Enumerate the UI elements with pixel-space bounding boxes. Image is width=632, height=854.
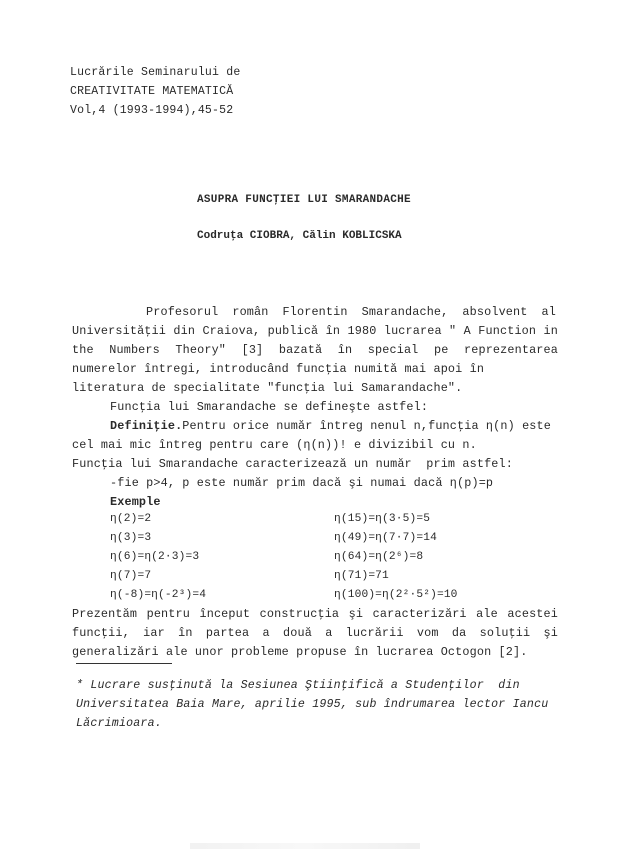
- example-right: η(49)=η(7·7)=14: [334, 532, 437, 544]
- prime-criterion: -fie p>4, p este număr prim dacă şi numai dacă η(p)=p: [110, 476, 494, 490]
- example-left: η(2)=2: [110, 513, 152, 525]
- intro-line: literatura de specialitate "funcţia lui Samarandache".: [72, 381, 463, 395]
- definition-intro: Funcţia lui Smarandache se defineşte astfel:: [110, 400, 429, 414]
- paper-authors: Codruţa CIOBRA, Călin KOBLICSKA: [197, 230, 402, 242]
- example-left: η(3)=3: [110, 532, 152, 544]
- footnote-line: Lăcrimioara.: [76, 717, 162, 730]
- definition-text: Pentru orice număr întreg nenul n,funcţia η(n) este: [182, 419, 551, 433]
- definition-line-1: [110, 419, 551, 433]
- journal-series: CREATIVITATE MATEMATICĂ: [70, 85, 234, 98]
- definition-label: Definiţie.: [110, 419, 183, 433]
- journal-volume: Vol,4 (1993-1994),45-52: [70, 104, 234, 117]
- closing-line: generalizări ale unor probleme propuse în lucrarea Octogon [2].: [72, 645, 528, 659]
- intro-line: the Numbers Theory" [3] bazată în special pe reprezentarea: [72, 343, 558, 357]
- intro-line: Profesorul român Florentin Smarandache, absolvent al: [146, 305, 556, 319]
- journal-name: Lucrările Seminarului de: [70, 66, 241, 79]
- footnote-separator: [76, 663, 172, 664]
- paper-title: ASUPRA FUNCŢIEI LUI SMARANDACHE: [197, 194, 411, 206]
- example-left: η(7)=7: [110, 570, 152, 582]
- example-right: η(64)=η(2⁶)=8: [334, 551, 424, 563]
- example-right: η(100)=η(2²·5²)=10: [334, 589, 458, 601]
- example-right: η(71)=71: [334, 570, 389, 582]
- footnote-line: Universitatea Baia Mare, aprilie 1995, sub îndrumarea lector Iancu: [76, 698, 549, 711]
- example-left: η(-8)=η(-2³)=4: [110, 589, 207, 601]
- scan-artifact: [190, 843, 420, 849]
- definition-line-2: cel mai mic întreg pentru care (η(n))! e divizibil cu n.: [72, 438, 477, 452]
- footnote-line: * Lucrare susţinută la Sesiunea Ştiinţifică a Studenţilor din: [76, 679, 520, 692]
- characterization-intro: Funcţia lui Smarandache caracterizează un număr prim astfel:: [72, 457, 513, 471]
- intro-line: numerelor întregi, introducând funcţia numită mai apoi în: [72, 362, 485, 376]
- examples-heading: Exemple: [110, 495, 161, 509]
- intro-line: Universităţii din Craiova, publică în 1980 lucrarea " A Function in: [72, 324, 558, 338]
- example-left: η(6)=η(2·3)=3: [110, 551, 200, 563]
- example-right: η(15)=η(3·5)=5: [334, 513, 431, 525]
- closing-line: Prezentăm pentru început construcţia şi caracterizări ale acestei: [72, 607, 558, 621]
- closing-line: funcţii, iar în partea a două a lucrării vom da soluţii şi: [72, 626, 558, 640]
